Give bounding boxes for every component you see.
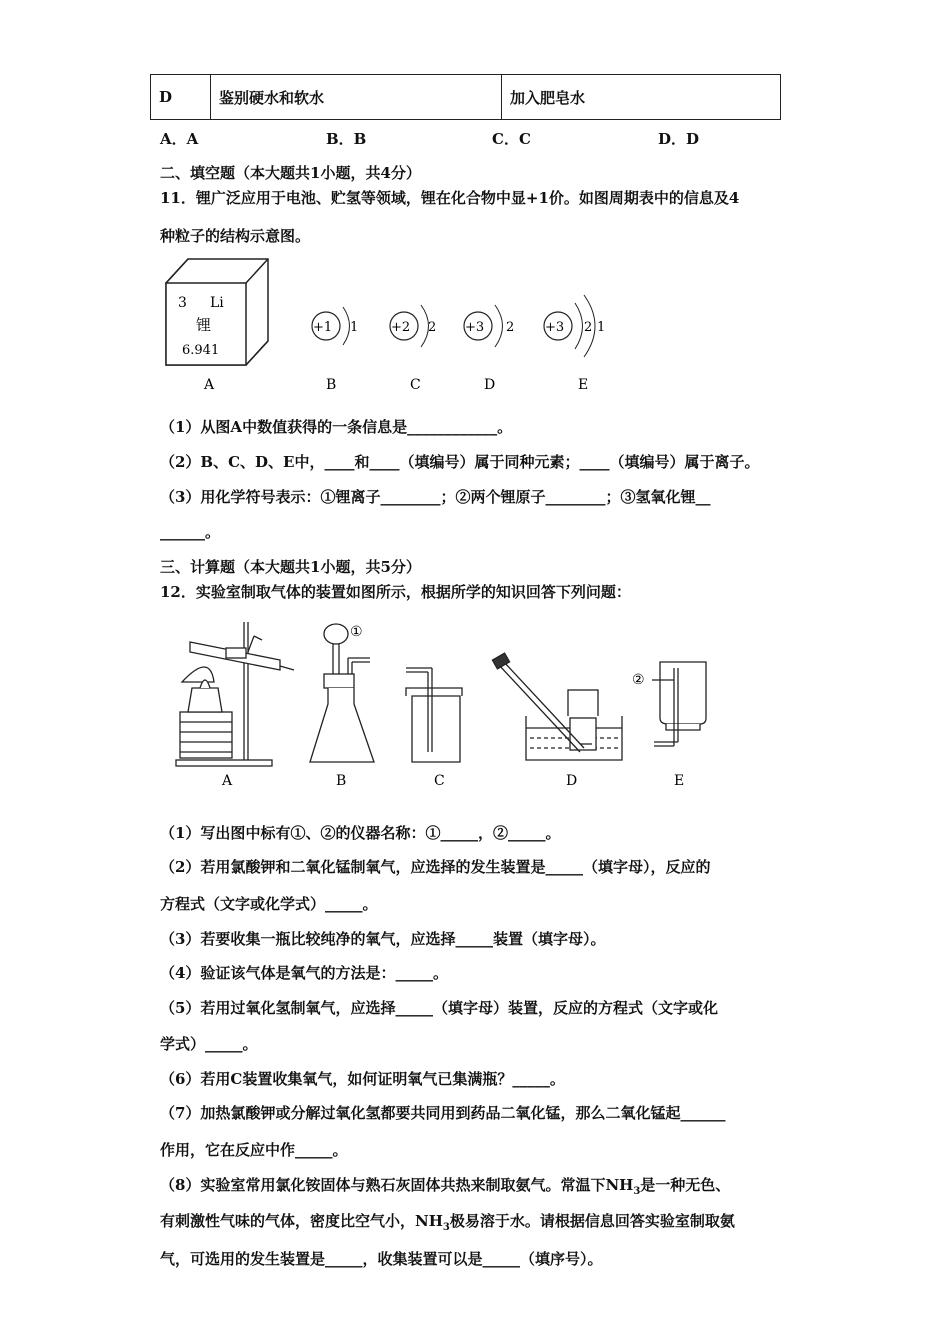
nucleus-c: +2 bbox=[391, 320, 411, 335]
apparatus-label-e: E bbox=[674, 773, 685, 789]
choice-d[interactable]: D．D bbox=[658, 130, 700, 148]
q12-part8-line1-b: 是一种无色、 bbox=[640, 1176, 731, 1194]
particle-c bbox=[390, 305, 436, 393]
options-table bbox=[150, 74, 781, 120]
q12-part7-line2: 作用，它在反应中作_____。 bbox=[160, 1141, 348, 1159]
shell-e-outer: 1 bbox=[597, 320, 606, 335]
marker-2: ② bbox=[632, 672, 645, 688]
q12-part1: （1）写出图中标有①、②的仪器名称：①_____，②_____。 bbox=[160, 824, 561, 842]
q12-part3: （3）若要收集一瓶比较纯净的氧气，应选择_____装置（填字母）。 bbox=[160, 930, 606, 948]
label-a: A bbox=[204, 377, 215, 393]
element-symbol: Li bbox=[210, 295, 224, 311]
q12-part8-line1-a: （8）实验室常用氯化铵固体与熟石灰固体共热来制取氨气。常温下NH bbox=[160, 1176, 634, 1194]
section-heading-fill: 二、填空题（本大题共1小题，共4分） bbox=[160, 164, 421, 182]
q12-part2-line2: 方程式（文字或化学式）_____。 bbox=[160, 895, 378, 913]
element-mass: 6.941 bbox=[182, 343, 220, 358]
nh3-subscript: 3 bbox=[633, 1186, 641, 1197]
q11-stem-line1: 11．锂广泛应用于电池、贮氢等领域，锂在化合物中显+1价。如图周期表中的信息及4 bbox=[160, 189, 740, 207]
apparatus-d bbox=[492, 653, 622, 760]
apparatus-label-c: C bbox=[434, 773, 445, 789]
q11-part2: （2）B、C、D、E中，____和____（填编号）属于同种元素；____（填编号）属于离子。 bbox=[160, 453, 760, 471]
table-cell-method: 加入肥皂水 bbox=[502, 75, 781, 120]
label-d: D bbox=[484, 377, 496, 393]
marker-1: ① bbox=[350, 624, 363, 640]
element-name: 锂 bbox=[196, 316, 212, 334]
nucleus-d: +3 bbox=[465, 320, 485, 335]
apparatus-a bbox=[176, 622, 294, 766]
q12-part8-line2 bbox=[160, 1210, 735, 1233]
q12-stem: 12．实验室制取气体的装置如图所示，根据所学的知识回答下列问题： bbox=[160, 583, 631, 601]
q11-figure bbox=[160, 255, 630, 400]
table-cell-task: 鉴别硬水和软水 bbox=[211, 75, 502, 120]
apparatus-e bbox=[652, 662, 706, 746]
q12-part6: （6）若用C装置收集氧气，如何证明氧气已集满瓶？_____。 bbox=[160, 1070, 565, 1088]
choice-a[interactable]: A．A bbox=[160, 130, 199, 148]
q11-stem-line2: 种粒子的结构示意图。 bbox=[160, 227, 311, 245]
element-number: 3 bbox=[178, 295, 187, 311]
particle-b bbox=[312, 307, 358, 393]
label-c: C bbox=[410, 377, 421, 393]
nucleus-e: +3 bbox=[545, 320, 565, 335]
q12-part8-line2-b: 极易溶于水。请根据信息回答实验室制取氨 bbox=[449, 1212, 735, 1230]
choice-b[interactable]: B．B bbox=[326, 130, 367, 148]
q12-part8-line3: 气，可选用的发生装置是_____，收集装置可以是_____（填序号）。 bbox=[160, 1250, 603, 1268]
q12-part5-line1: （5）若用过氧化氢制氧气，应选择_____（填字母）装置，反应的方程式（文字或化 bbox=[160, 999, 718, 1017]
apparatus-label-a: A bbox=[222, 773, 233, 789]
nucleus-b: +1 bbox=[313, 320, 333, 335]
q12-part2-line1: （2）若用氯酸钾和二氧化锰制氧气，应选择的发生装置是_____（填字母），反应的 bbox=[160, 858, 711, 876]
q12-part5-line2: 学式）_____。 bbox=[160, 1035, 258, 1053]
table-cell-letter: D bbox=[151, 75, 211, 120]
apparatus-c bbox=[406, 668, 462, 762]
shell-d: 2 bbox=[506, 320, 515, 335]
apparatus-label-d: D bbox=[566, 773, 578, 789]
answer-choices bbox=[0, 128, 950, 148]
q11-part1: （1）从图A中数值获得的一条信息是____________。 bbox=[160, 418, 513, 436]
q11-part3-line2: ______。 bbox=[160, 523, 221, 541]
shell-b: 1 bbox=[350, 320, 359, 335]
q12-apparatus-figure bbox=[170, 612, 730, 794]
particle-e bbox=[544, 295, 605, 393]
element-cell bbox=[166, 259, 268, 365]
q12-part8-line2-a: 有刺激性气味的气体，密度比空气小，NH bbox=[160, 1212, 443, 1230]
q12-part7-line1: （7）加热氯酸钾或分解过氧化氢都要共同用到药品二氧化锰，那么二氧化锰起______ bbox=[160, 1104, 726, 1122]
section-heading-calc: 三、计算题（本大题共1小题，共5分） bbox=[160, 558, 421, 576]
choice-c[interactable]: C．C bbox=[492, 130, 531, 148]
shell-c: 2 bbox=[428, 320, 437, 335]
q11-part3-line1: （3）用化学符号表示：①锂离子________；②两个锂原子________；③氢氧化锂__ bbox=[160, 488, 711, 506]
q12-part8-line1 bbox=[160, 1174, 730, 1197]
apparatus-b bbox=[310, 624, 374, 762]
shell-e-inner: 2 bbox=[584, 320, 593, 335]
q12-part4: （4）验证该气体是氧气的方法是：_____。 bbox=[160, 964, 448, 982]
apparatus-label-b: B bbox=[336, 773, 347, 789]
label-b: B bbox=[326, 377, 337, 393]
table-row bbox=[151, 75, 781, 120]
label-e: E bbox=[578, 377, 589, 393]
nh3-subscript: 3 bbox=[442, 1222, 450, 1233]
particle-d bbox=[464, 305, 514, 393]
